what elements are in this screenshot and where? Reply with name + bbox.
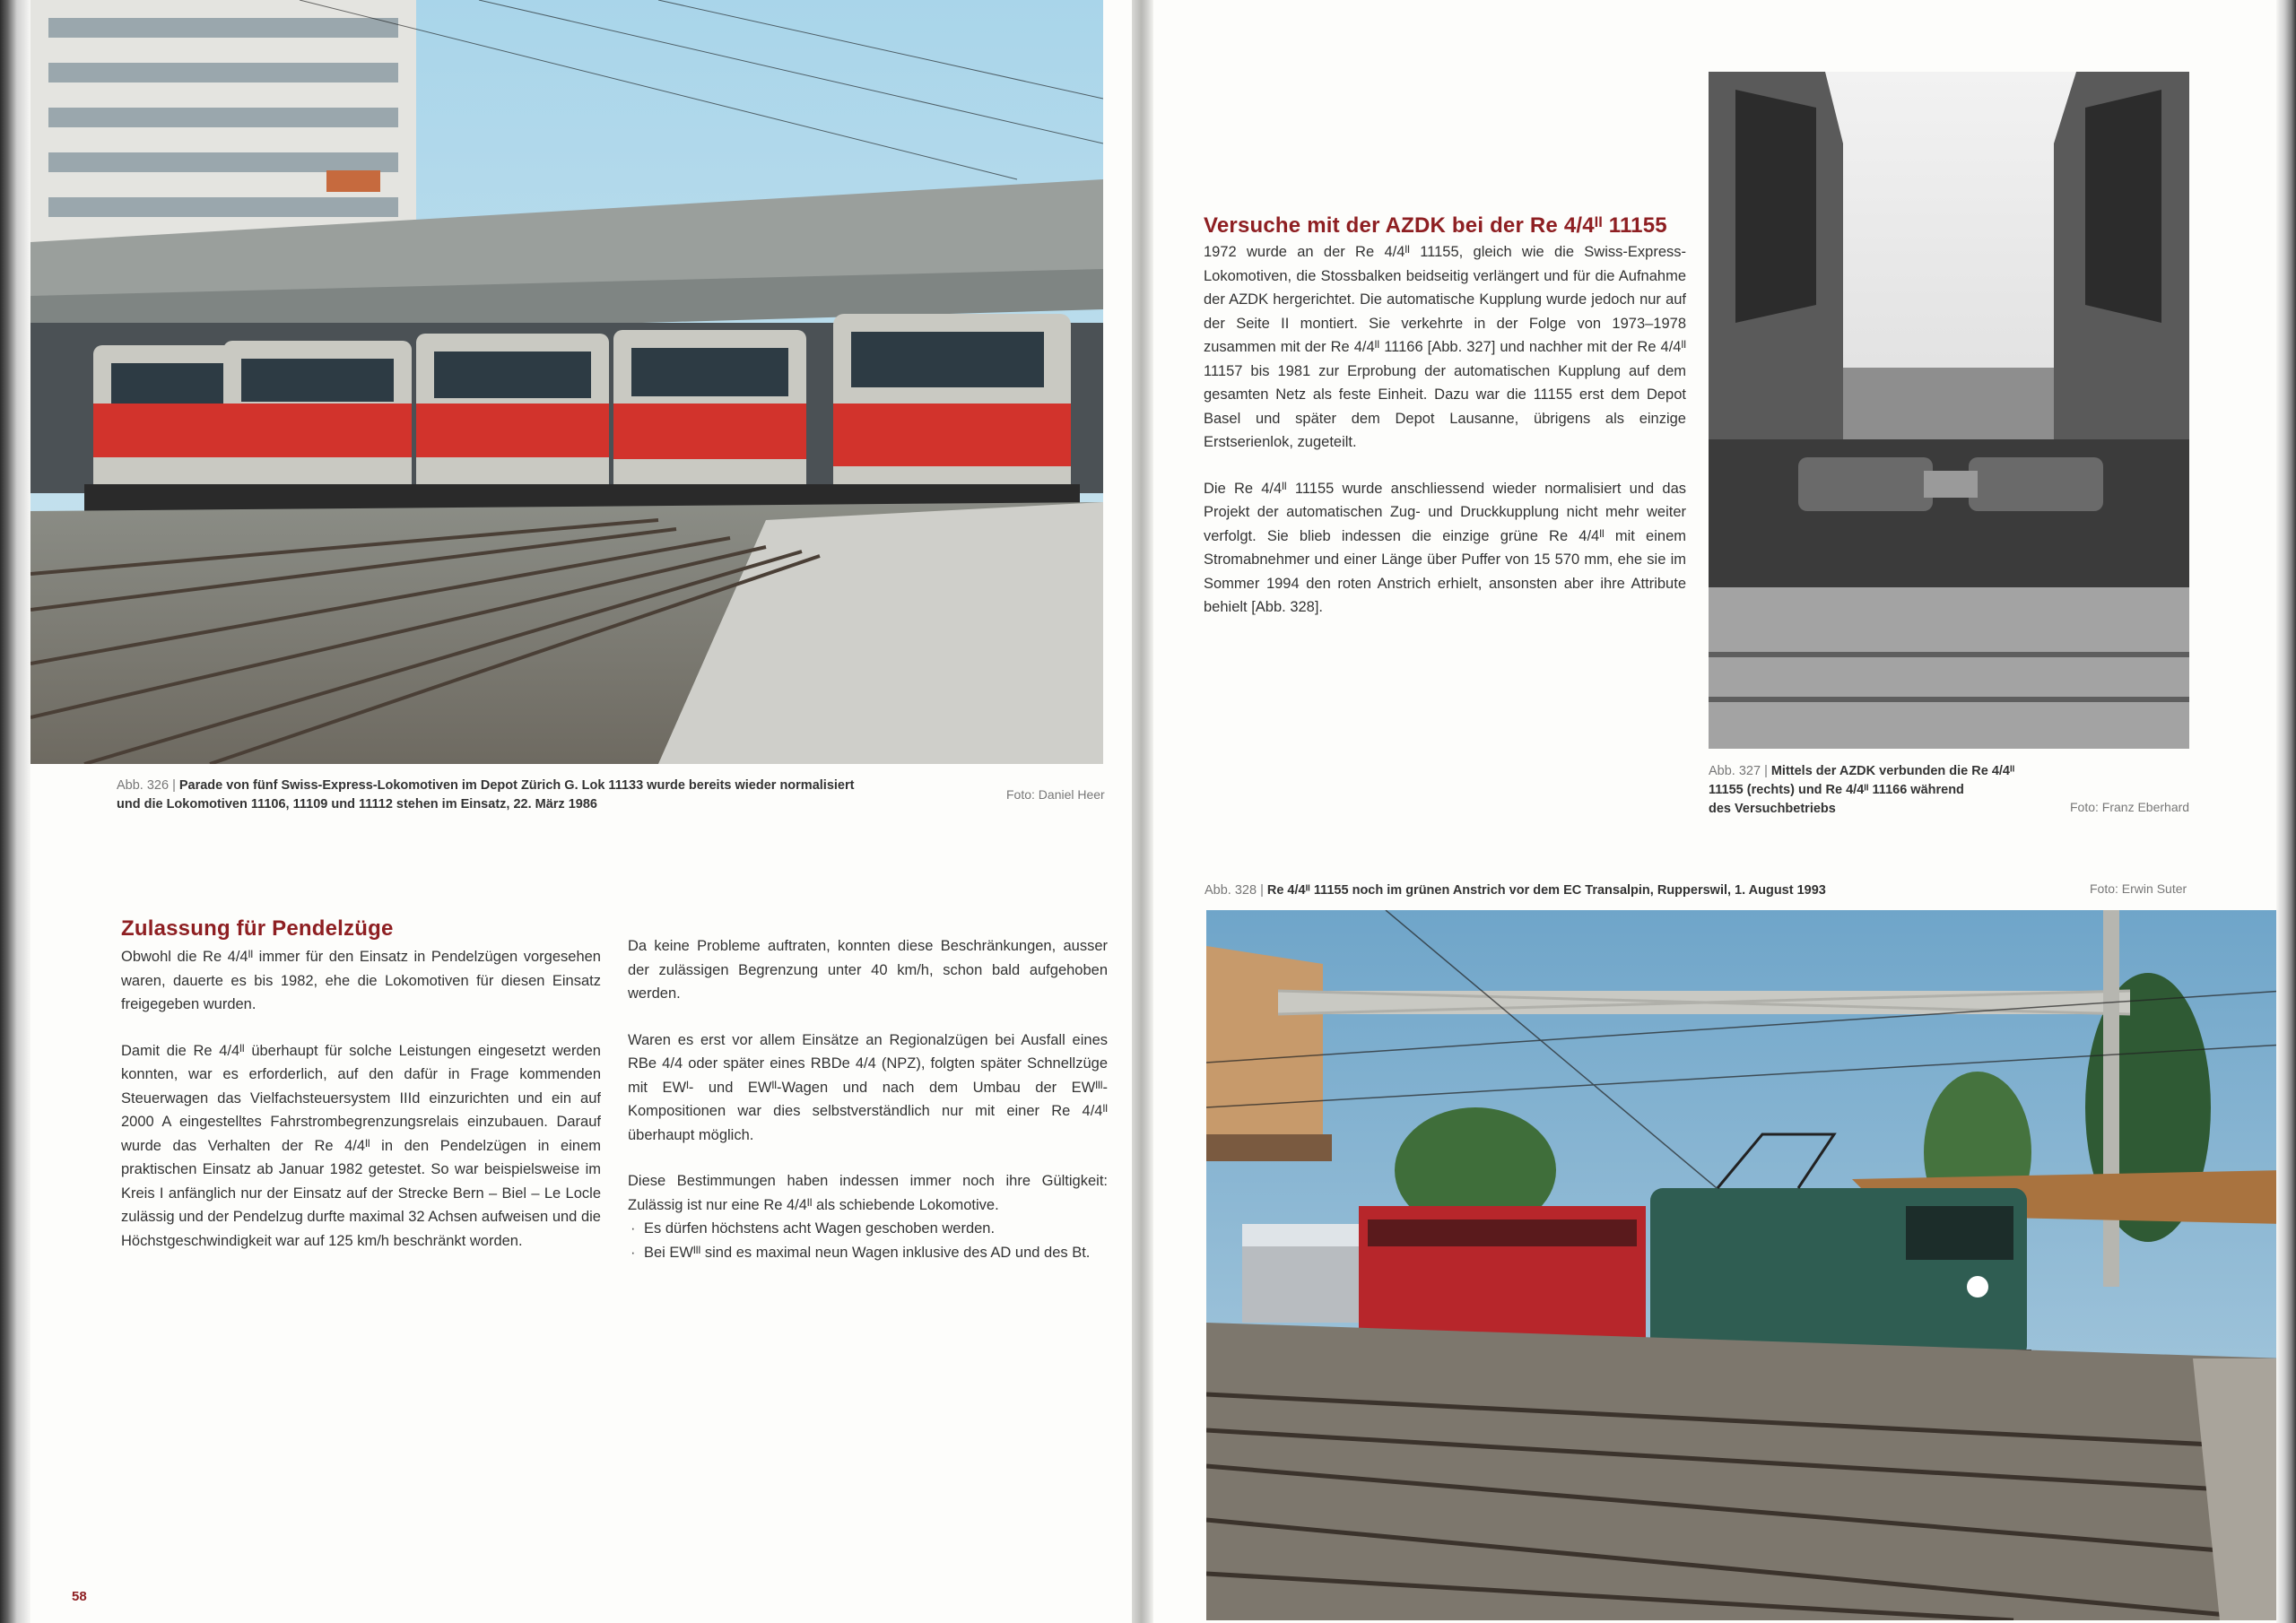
- caption-fig326-line1: Parade von fünf Swiss-Express-Lokomotiven im Depot Zürich G. Lok 11133 wurde bereits wieder normalisiert: [178, 778, 855, 793]
- book-gutter: [1132, 0, 1153, 1623]
- caption-fig327-line2: 11155 (rechts) und Re 4/4ᴵᴵ 11166 während: [1709, 783, 1964, 797]
- photo-azdk-coupling: [1709, 72, 2189, 749]
- caption-fig327: [1709, 762, 2049, 819]
- caption-fig327-line1: Mittels der AZDK verbunden die Re 4/4ᴵᴵ: [1770, 764, 2015, 778]
- caption-fig327-line3: des Versuchbetriebs: [1709, 802, 1836, 816]
- caption-fig326-separator: |: [172, 778, 176, 793]
- caption-fig326-line2: und die Lokomotiven 11106, 11109 und 11112 stehen im Einsatz, 22. März 1986: [117, 797, 597, 812]
- photo-green-re44-rupperswil-image: [1206, 910, 2284, 1620]
- right-page: [1146, 0, 2296, 1623]
- page-number: 58: [72, 1589, 87, 1604]
- credit-fig326: Foto: Daniel Heer: [1006, 787, 1105, 802]
- paragraph: Waren es erst vor allem Einsätze an Regionalzügen bei Ausfall eines RBe 4/4 oder später eines RBDe 4/4 (NPZ), folgten später Schnellzüge mit EWᴵ- und EWᴵᴵ-Wagen und nach dem Umbau der EWᴵᴵᴵ-Kompositionen war dies selbstverständlich nur mit einer Re 4/4ᴵᴵ überhaupt möglich.: [628, 1031, 1108, 1143]
- left-column-2: [628, 934, 1108, 1264]
- caption-fig326-number: Abb. 326: [117, 778, 170, 793]
- caption-fig328: [1205, 881, 1994, 900]
- credit-fig328: Foto: Erwin Suter: [2090, 881, 2187, 896]
- list-item: · Es dürfen höchstens acht Wagen geschoben werden.: [644, 1217, 1108, 1241]
- paragraph: 1972 wurde an der Re 4/4ᴵᴵ 11155, gleich wie die Swiss-Express-Lokomotiven, die Stossbalken beidseitig verlängert und für die Aufnahme der AZDK hergerichtet. Die automatische Kupplung wurde jedoch nur auf der Seite II montiert. Sie verkehrte in der Folge von 1973–1978 zusammen mit der Re 4/4ᴵᴵ 11166 [Abb. 327] und nachher mit der Re 4/4ᴵᴵ 11157 bis 1981 zur Erprobung der automatischen Kupplung auf dem gesamten Netz als feste Einheit. Dazu war die 11155 erst dem Depot Basel und später dem Depot Lausanne, übrigens als einzige Erstserienlok, zugeteilt.: [1204, 244, 1686, 450]
- paragraph: Obwohl die Re 4/4ᴵᴵ immer für den Einsatz in Pendelzügen vorgesehen waren, dauerte es bis 1982, ehe die Lokomotiven für diesen Einsatz freigegeben wurden.: [121, 949, 601, 1012]
- caption-fig328-line1: Re 4/4ᴵᴵ 11155 noch im grünen Anstrich vor dem EC Transalpin, Rupperswil, 1. August 1993: [1266, 883, 1826, 898]
- caption-fig328-number: Abb. 328: [1205, 883, 1257, 898]
- caption-fig327-number: Abb. 327: [1709, 764, 1761, 778]
- paragraph: Diese Bestimmungen haben indessen immer noch ihre Gültigkeit: Zulässig ist nur eine Re 4/4ᴵᴵ als schiebende Lokomotive.: [628, 1173, 1108, 1213]
- credit-fig327: Foto: Franz Eberhard: [2070, 800, 2190, 814]
- paragraph: Die Re 4/4ᴵᴵ 11155 wurde anschliessend wieder normalisiert und das Projekt der automatischen Zug- und Druckkupplung nicht mehr weiter verfolgt. Sie blieb indessen die einzige grüne Re 4/4ᴵᴵ mit einem Stromabnehmer und einer Länge über Puffer von 15 570 mm, ehe sie im Sommer 1994 den roten Anstrich erhielt, ansonsten aber ihre Attribute behielt [Abb. 328].: [1204, 480, 1686, 615]
- left-column-1: [121, 945, 601, 1275]
- photo-swiss-express-parade-image: [30, 0, 1103, 764]
- photo-swiss-express-parade: [30, 0, 1103, 764]
- section-title-pendelzuege: Zulassung für Pendelzüge: [121, 916, 394, 941]
- book-left-edge: [0, 0, 30, 1623]
- section-title-azdk: Versuche mit der AZDK bei der Re 4/4ᴵᴵ 11155: [1204, 213, 1667, 238]
- bullet-list: [628, 1217, 1108, 1264]
- paragraph: Da keine Probleme auftraten, konnten diese Beschränkungen, ausser der zulässigen Begrenzung unter 40 km/h, schon bald aufgehoben werden.: [628, 938, 1108, 1002]
- caption-fig327-separator: |: [1764, 764, 1768, 778]
- list-item: · Bei EWᴵᴵᴵ sind es maximal neun Wagen inklusive des AD und des Bt.: [644, 1241, 1108, 1265]
- book-right-edge: [2276, 0, 2296, 1623]
- right-text-column: [1204, 240, 1686, 642]
- paragraph: Damit die Re 4/4ᴵᴵ überhaupt für solche Leistungen eingesetzt werden konnten, war es erforderlich, auf den dafür in Frage kommenden Steuerwagen das Vielfachsteuersystem IIId einzurichten und ein auf 2000 A eingestelltes Fahrstrombegrenzungsrelais einzubauen. Darauf wurde das Verhalten der Re 4/4ᴵᴵ in den Pendelzügen in einem praktischen Einsatz ab Januar 1982 getestet. So war beispielsweise im Kreis I anfänglich nur der Einsatz auf der Strecke Bern – Biel – Le Locle zulässig und der Pendelzug durfte maximal 32 Achsen aufweisen und die Höchstgeschwindigkeit war auf 125 km/h beschränkt worden.: [121, 1042, 601, 1249]
- left-page: [0, 0, 1137, 1623]
- photo-azdk-coupling-image: [1709, 72, 2189, 749]
- photo-green-re44-rupperswil: [1206, 910, 2284, 1620]
- caption-fig326: [117, 777, 924, 814]
- caption-fig328-separator: |: [1260, 883, 1264, 898]
